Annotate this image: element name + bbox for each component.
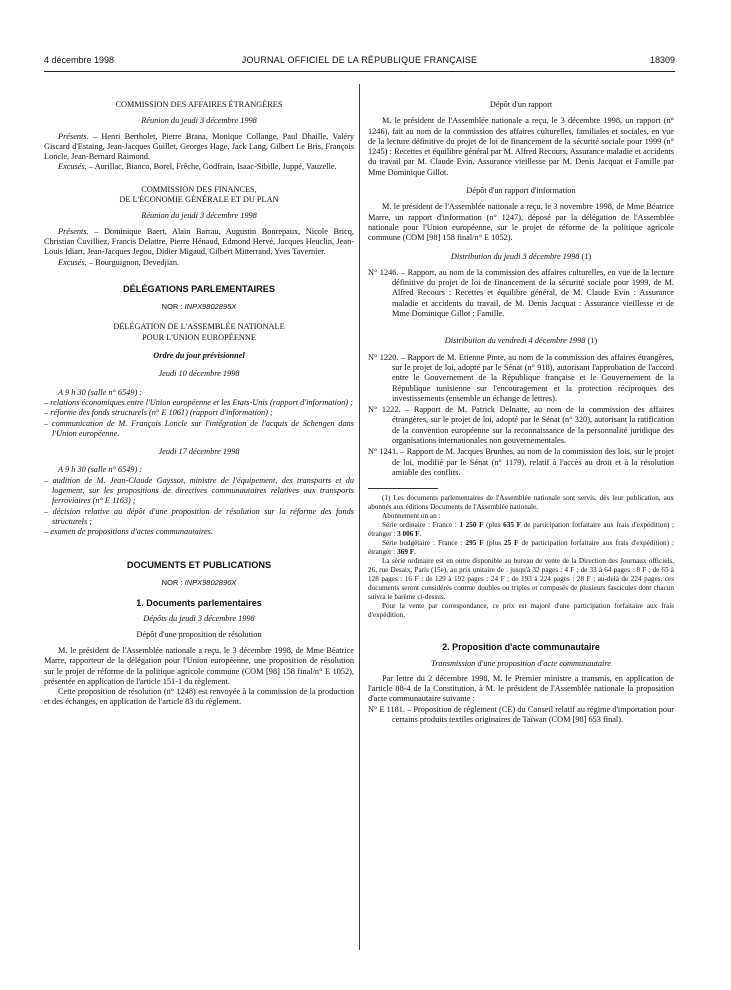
presents-list: – Henri Bertholet, Pierre Brana, Monique Collange, Paul Dhaille, Valéry Giscard d'Estaing, Jean-Jacques Guillet, Georges Hage, Jack Lang, Gilbert Le Bris, François Loncle, Jean-Bernard Raimond. xyxy=(44,131,354,162)
deposit-date: Dépôts du jeudi 3 décembre 1998 xyxy=(143,614,255,624)
header-page-number: 18309 xyxy=(649,55,675,65)
footnote-rule xyxy=(368,488,438,489)
agenda-title: Ordre du jour prévisionnel xyxy=(153,351,245,361)
attendance-present xyxy=(44,132,354,163)
attendance-excused xyxy=(44,162,354,172)
attendance-excused xyxy=(44,258,354,268)
delegation-title: DÉLÉGATION DE L'ASSEMBLÉE NATIONALE xyxy=(113,322,285,332)
deposit-type: Dépôt d'un rapport d'information xyxy=(466,186,576,196)
meeting-date: Réunion du jeudi 3 décembre 1998 xyxy=(141,211,257,221)
document-entry: N° 1222. – Rapport de M. Patrick Delnatte, au nom de la commission des affaires étrangères, sur le projet de loi, adopté par le Sénat (n° 320), autorisant la ratification de la convention européenne sur la reconnaissance de la personnalité juridique des organisations internationales non gouvernementales. xyxy=(368,405,674,446)
excuses-list: – Aurillac, Bianco, Borel, Frêche, Godfrain, Isaac-Sibille, Juppé, Vauzelle. xyxy=(86,162,337,172)
agenda-item: – réforme des fonds structurels (n° E 1061) (rapport d'information) ; xyxy=(44,408,273,418)
document-entry: N° 1246. – Rapport, au nom de la commission des affaires culturelles, en vue de la lecture définitive du projet de loi de financement de la sécurité sociale pour 1999, de M. Alfred Recours : Recettes et équilibre général, de M. Claude Evin : Assurance maladie et accidents du travail, de M. Denis Jacquat : Assurance vieillesse et de Mme Dominique Gillot : Famille. xyxy=(368,267,674,319)
transmission-title: Transmission d'une proposition d'acte communautaire xyxy=(431,658,611,668)
commission-title: DE L'ÉCONOMIE GÉNÉRALE ET DU PLAN xyxy=(119,195,279,205)
distribution-title: Distribution du jeudi 3 décembre 1998 (1) xyxy=(450,251,592,261)
document-entry: N° 1220. – Rapport de M. Etienne Pinte, au nom de la commission des affaires étrangères, sur le projet de loi, adopté par le Sénat (n° 918), autorisant l'approbation de l'accord entre le Gouvernement de la République française et le Gouvernement de la République tunisienne sur l'encouragement et la protection réciproques des investissements (ensemble un échange de lettres). xyxy=(368,352,674,403)
subsection-heading: 2. Proposition d'acte communautaire xyxy=(442,642,600,653)
left-column xyxy=(44,100,354,708)
page-header xyxy=(44,55,675,71)
header-journal-title: JOURNAL OFFICIEL DE LA RÉPUBLIQUE FRANÇAISE xyxy=(241,55,478,65)
agenda-item: – communication de M. François Loncle sur l'intégration de l'acquis de Schengen dans l'Union européenne. xyxy=(44,418,354,438)
nor-reference: NOR : INPX9802896X xyxy=(161,577,237,587)
body-paragraph: M. le président de l'Assemblée nationale a reçu, le 3 décembre 1998, un rapport (n° 1246), fait au nom de la commission des affaires culturelles, familiales et sociales, en vue de la lecture définitive du projet de loi de financement de la sécurité sociale pour 1999 (n° 1245) : Recettes et équilibre général par M. Alfred Recours, Assurance maladie et accidents du travail par M. Claude Evin, Assurance vieillesse par M. Denis Jacquat et Famille par Mme Dominique Gillot. xyxy=(368,116,674,177)
subsection-heading: 1. Documents parlementaires xyxy=(136,598,262,609)
attendance-present xyxy=(44,227,354,258)
agenda-time: A 9 h 30 (salle n° 6549) : xyxy=(58,387,143,397)
header-date: 4 décembre 1998 xyxy=(44,55,115,65)
excuses-list: – Bourguignon, Devedjian. xyxy=(86,257,180,267)
nor-reference: NOR : INPX9802895X xyxy=(161,302,237,312)
footnote: (1) Les documents parlementaires de l'Assemblée nationale sont servis, dès leur publication, aux abonnés aux éditions Documents de l'Assemblée nationale. Abonnement un an : Série ordinaire : France : 1 250 F (plus 635 F de participation forfaitaire aux frais d'expédition) ; étranger : 3 006 F. Série budgétaire : France : 295 F (plus 25 F de participation forfaitaire aux frais d'expédition) ; étranger : 369 F. La série ordinaire est en outre disponible au bureau de vente de la Direction des Journaux officiels, 26, rue Desaix, Paris (15e), au prix unitaire de : jusqu'à 32 pages : 4 F ; de 33 à 64 pages : 8 F ; de 65 à 128 pages : 16 F ; de 129 à 192 pages : 24 F ; de 193 à 224 pages : 28 F ; au-delà de 224 pages, ces documents seront considérés comme doubles ou triples et composés de plusieurs fascicules dont chacun suivra le barème ci-dessus. Pour la vente par correspondance, ce prix est majoré d'une participation forfaitaire aux frais d'expédition. xyxy=(368,494,675,620)
deposit-type: Dépôt d'un rapport xyxy=(489,100,553,109)
header-rule xyxy=(44,71,675,72)
distribution-title: Distribution du vendredi 4 décembre 1998 (1) xyxy=(444,336,598,346)
agenda-item: – audition de M. Jean-Claude Gayssot, ministre de l'équipement, des transports et du logement, sur les propositions de directives communautaires relatives aux transports ferroviaires (n° E 1163) ; xyxy=(44,475,354,506)
agenda-day: Jeudi 10 décembre 1998 xyxy=(158,369,240,379)
section-heading: DOCUMENTS ET PUBLICATIONS xyxy=(126,559,272,570)
column-divider xyxy=(359,84,360,950)
body-paragraph: Cette proposition de résolution (n° 1248) est renvoyée à la commission de la production et des échanges, en application de l'article 83 du règlement. xyxy=(44,687,354,707)
excuses-label: Excusés. xyxy=(58,257,87,267)
document-entry: N° 1241. – Rapport de M. Jacques Brunhes, au nom de la commission des lois, sur le projet de loi, modifié par le Sénat (n° 1179), relatif à l'accès au droit et à la résolution amiable des conflits. xyxy=(368,447,674,477)
delegation-title: POUR L'UNION EUROPÉENNE xyxy=(142,332,256,342)
body-paragraph: M. le président de l'Assemblée nationale a reçu, le 3 décembre 1998, de Mme Béatrice Marre, rapporteur de la délégation pour l'Union européenne, une proposition de résolution sur le projet de réforme de la politique agricole commune (COM [98] 158 final/n° E 1052), présentée en application de l'article 151-1 du règlement. xyxy=(44,645,354,686)
body-paragraph: M. le président de l'Assemblée nationale a reçu, le 3 novembre 1998, de Mme Béatrice Marre, un rapport d'information (n° 1247), déposé par la délégation de l'Assemblée nationale pour l'Union européenne, sur le projet de réforme de la politique agricole commune (COM [98] 158 final/n° E 1052). xyxy=(368,202,674,243)
agenda-item: – relations économiques entre l'Union européenne et les Etats-Unis (rapport d'information) ; xyxy=(44,397,353,407)
section-heading: DÉLÉGATIONS PARLEMENTAIRES xyxy=(122,283,276,294)
presents-list: – Dominique Baert, Alain Barrau, Augustin Bonrepaux, Nicole Bricq, Christian Cuvilliez, Francis Delattre, Pierre Hénaud, Edmond Hervé, Jacques Heuclin, Jean-Louis Idiart, Jean-Jacques Jegou, Didier Migaud, Gilbert Mitterrand, Yves Tavernier. xyxy=(44,226,354,257)
body-paragraph: Par lettre du 2 décembre 1998, M. le Premier ministre a transmis, en application de l'article 88-4 de la Constitution, à M. le président de l'Assemblée nationale la proposition d'acte communautaire suivante : xyxy=(368,673,674,704)
deposit-type: Dépôt d'une proposition de résolution xyxy=(136,629,262,639)
right-column xyxy=(368,100,674,726)
document-entry: N° E 1181. – Proposition de règlement (CE) du Conseil relatif au régime d'importation pour certains produits textiles originaires de Taïwan (COM [98] 653 final). xyxy=(368,704,674,724)
agenda-day: Jeudi 17 décembre 1998 xyxy=(158,447,240,457)
agenda-item: – décision relative au dépôt d'une proposition de résolution sur la réforme des fonds structurels ; xyxy=(44,506,354,526)
commission-title: COMMISSION DES AFFAIRES ÉTRANGÈRES xyxy=(115,100,283,109)
agenda-item: – examen de propositions d'actes communautaires. xyxy=(44,527,213,537)
commission-title: COMMISSION DES FINANCES, xyxy=(141,184,257,194)
meeting-date: Réunion du jeudi 3 décembre 1998 xyxy=(141,116,257,126)
presents-label: Présents. xyxy=(58,131,89,141)
agenda-time: A 9 h 30 (salle n° 6549) : xyxy=(58,465,143,475)
presents-label: Présents. xyxy=(58,226,89,236)
excuses-label: Excusés. xyxy=(58,162,87,172)
